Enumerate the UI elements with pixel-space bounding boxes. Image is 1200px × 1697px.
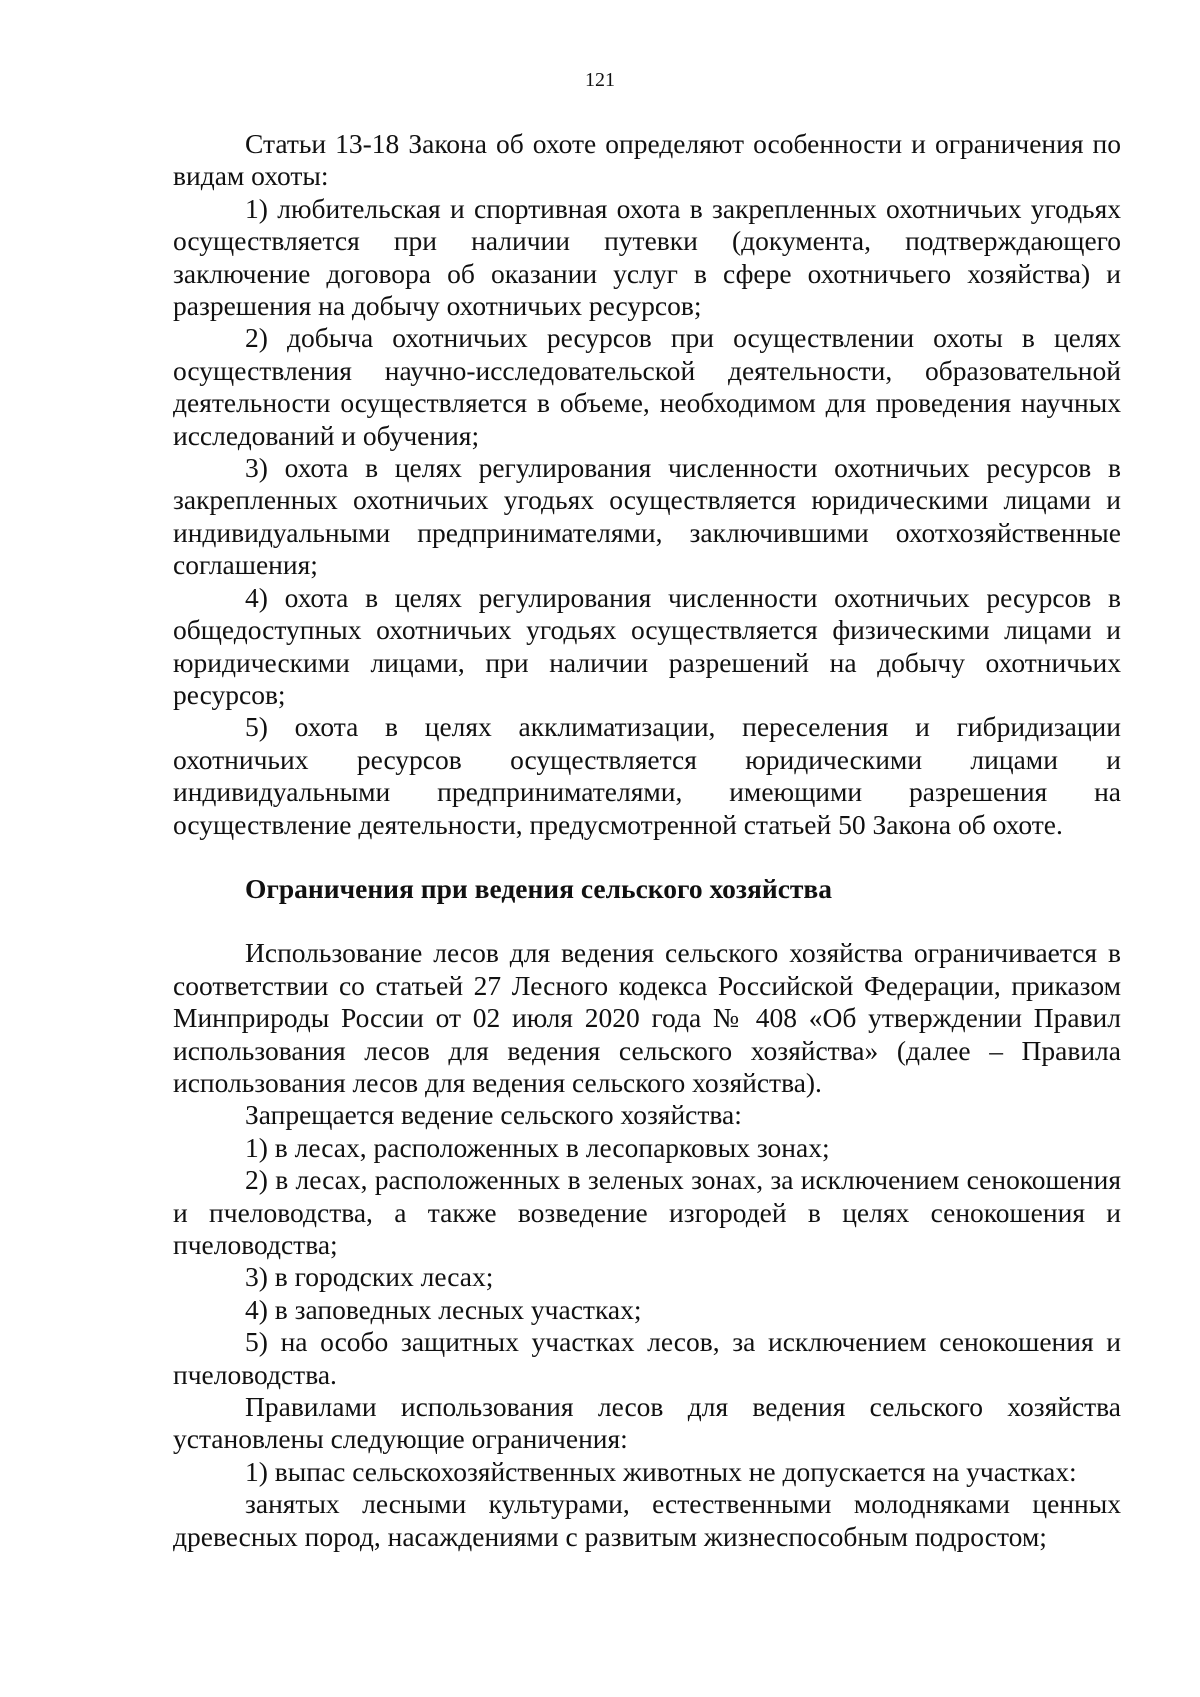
paragraph: Правилами использования лесов для ведения сельского хозяйства установлены следующие ограничения:: [173, 1391, 1121, 1455]
list-item: 3) в городских лесах;: [245, 1261, 494, 1293]
list-item: 5) на особо защитных участках лесов, за исключением сенокошения и пчеловодства.: [173, 1326, 1121, 1390]
list-item: 4) в заповедных лесных участках;: [245, 1293, 642, 1325]
paragraph: занятых лесными культурами, естественными молодняками ценных древесных пород, насаждениями с развитым жизнеспособным подростом;: [173, 1488, 1121, 1552]
section-agriculture: [173, 937, 1121, 1553]
list-item: 3) охота в целях регулирования численности охотничьих ресурсов в закрепленных охотничьих угодьях осуществляется юридическими лицами и индивидуальными предпринимателями, заключившими охотхозяйственные соглашения;: [173, 452, 1121, 581]
paragraph: Использование лесов для ведения сельского хозяйства ограничивается в соответствии со статьей 27 Лесного кодекса Российской Федерации, приказом Минприроды России от 02 июля 2020 года № 408 «Об утверждении Правил использования лесов для ведения сельского хозяйства» (далее – Правила использования лесов для ведения сельского хозяйства).: [173, 937, 1121, 1098]
paragraph: Запрещается ведение сельского хозяйства:: [245, 1099, 742, 1131]
page-number: 121: [585, 69, 615, 91]
section-heading: Ограничения при ведения сельского хозяйства: [245, 872, 833, 904]
list-item: 1) выпас сельскохозяйственных животных не допускается на участках:: [245, 1455, 1077, 1487]
paragraph: Статьи 13-18 Закона об охоте определяют особенности и ограничения по видам охоты:: [173, 128, 1121, 192]
list-item: 1) в лесах, расположенных в лесопарковых зонах;: [245, 1131, 830, 1163]
list-item: 2) в лесах, расположенных в зеленых зонах, за исключением сенокошения и пчеловодства, а также возведение изгородей в целях сенокошения и пчеловодства;: [173, 1164, 1121, 1260]
list-item: 4) охота в целях регулирования численности охотничьих ресурсов в общедоступных охотничьих угодьях осуществляется физическими лицами и юридическими лицами, при наличии разрешений на добычу охотничьих ресурсов;: [173, 581, 1121, 710]
list-item: 5) охота в целях акклиматизации, переселения и гибридизации охотничьих ресурсов осуществляется юридическими лицами и индивидуальными предпринимателями, имеющими разрешения на осуществление деятельности, предусмотренной статьей 50 Закона об охоте.: [173, 711, 1121, 840]
list-item: 1) любительская и спортивная охота в закрепленных охотничьих угодьях осуществляется при наличии путевки (документа, подтверждающего заключение договора об оказании услуг в сфере охотничьего хозяйства) и разрешения на добычу охотничьих ресурсов;: [173, 192, 1121, 322]
section-hunting: [173, 128, 1121, 841]
document-body: [173, 128, 1121, 1553]
list-item: 2) добыча охотничьих ресурсов при осуществлении охоты в целях осуществления научно-исследовательской деятельности, образовательной деятельности осуществляется в объеме, необходимом для проведения научных исследований и обучения;: [173, 322, 1121, 451]
